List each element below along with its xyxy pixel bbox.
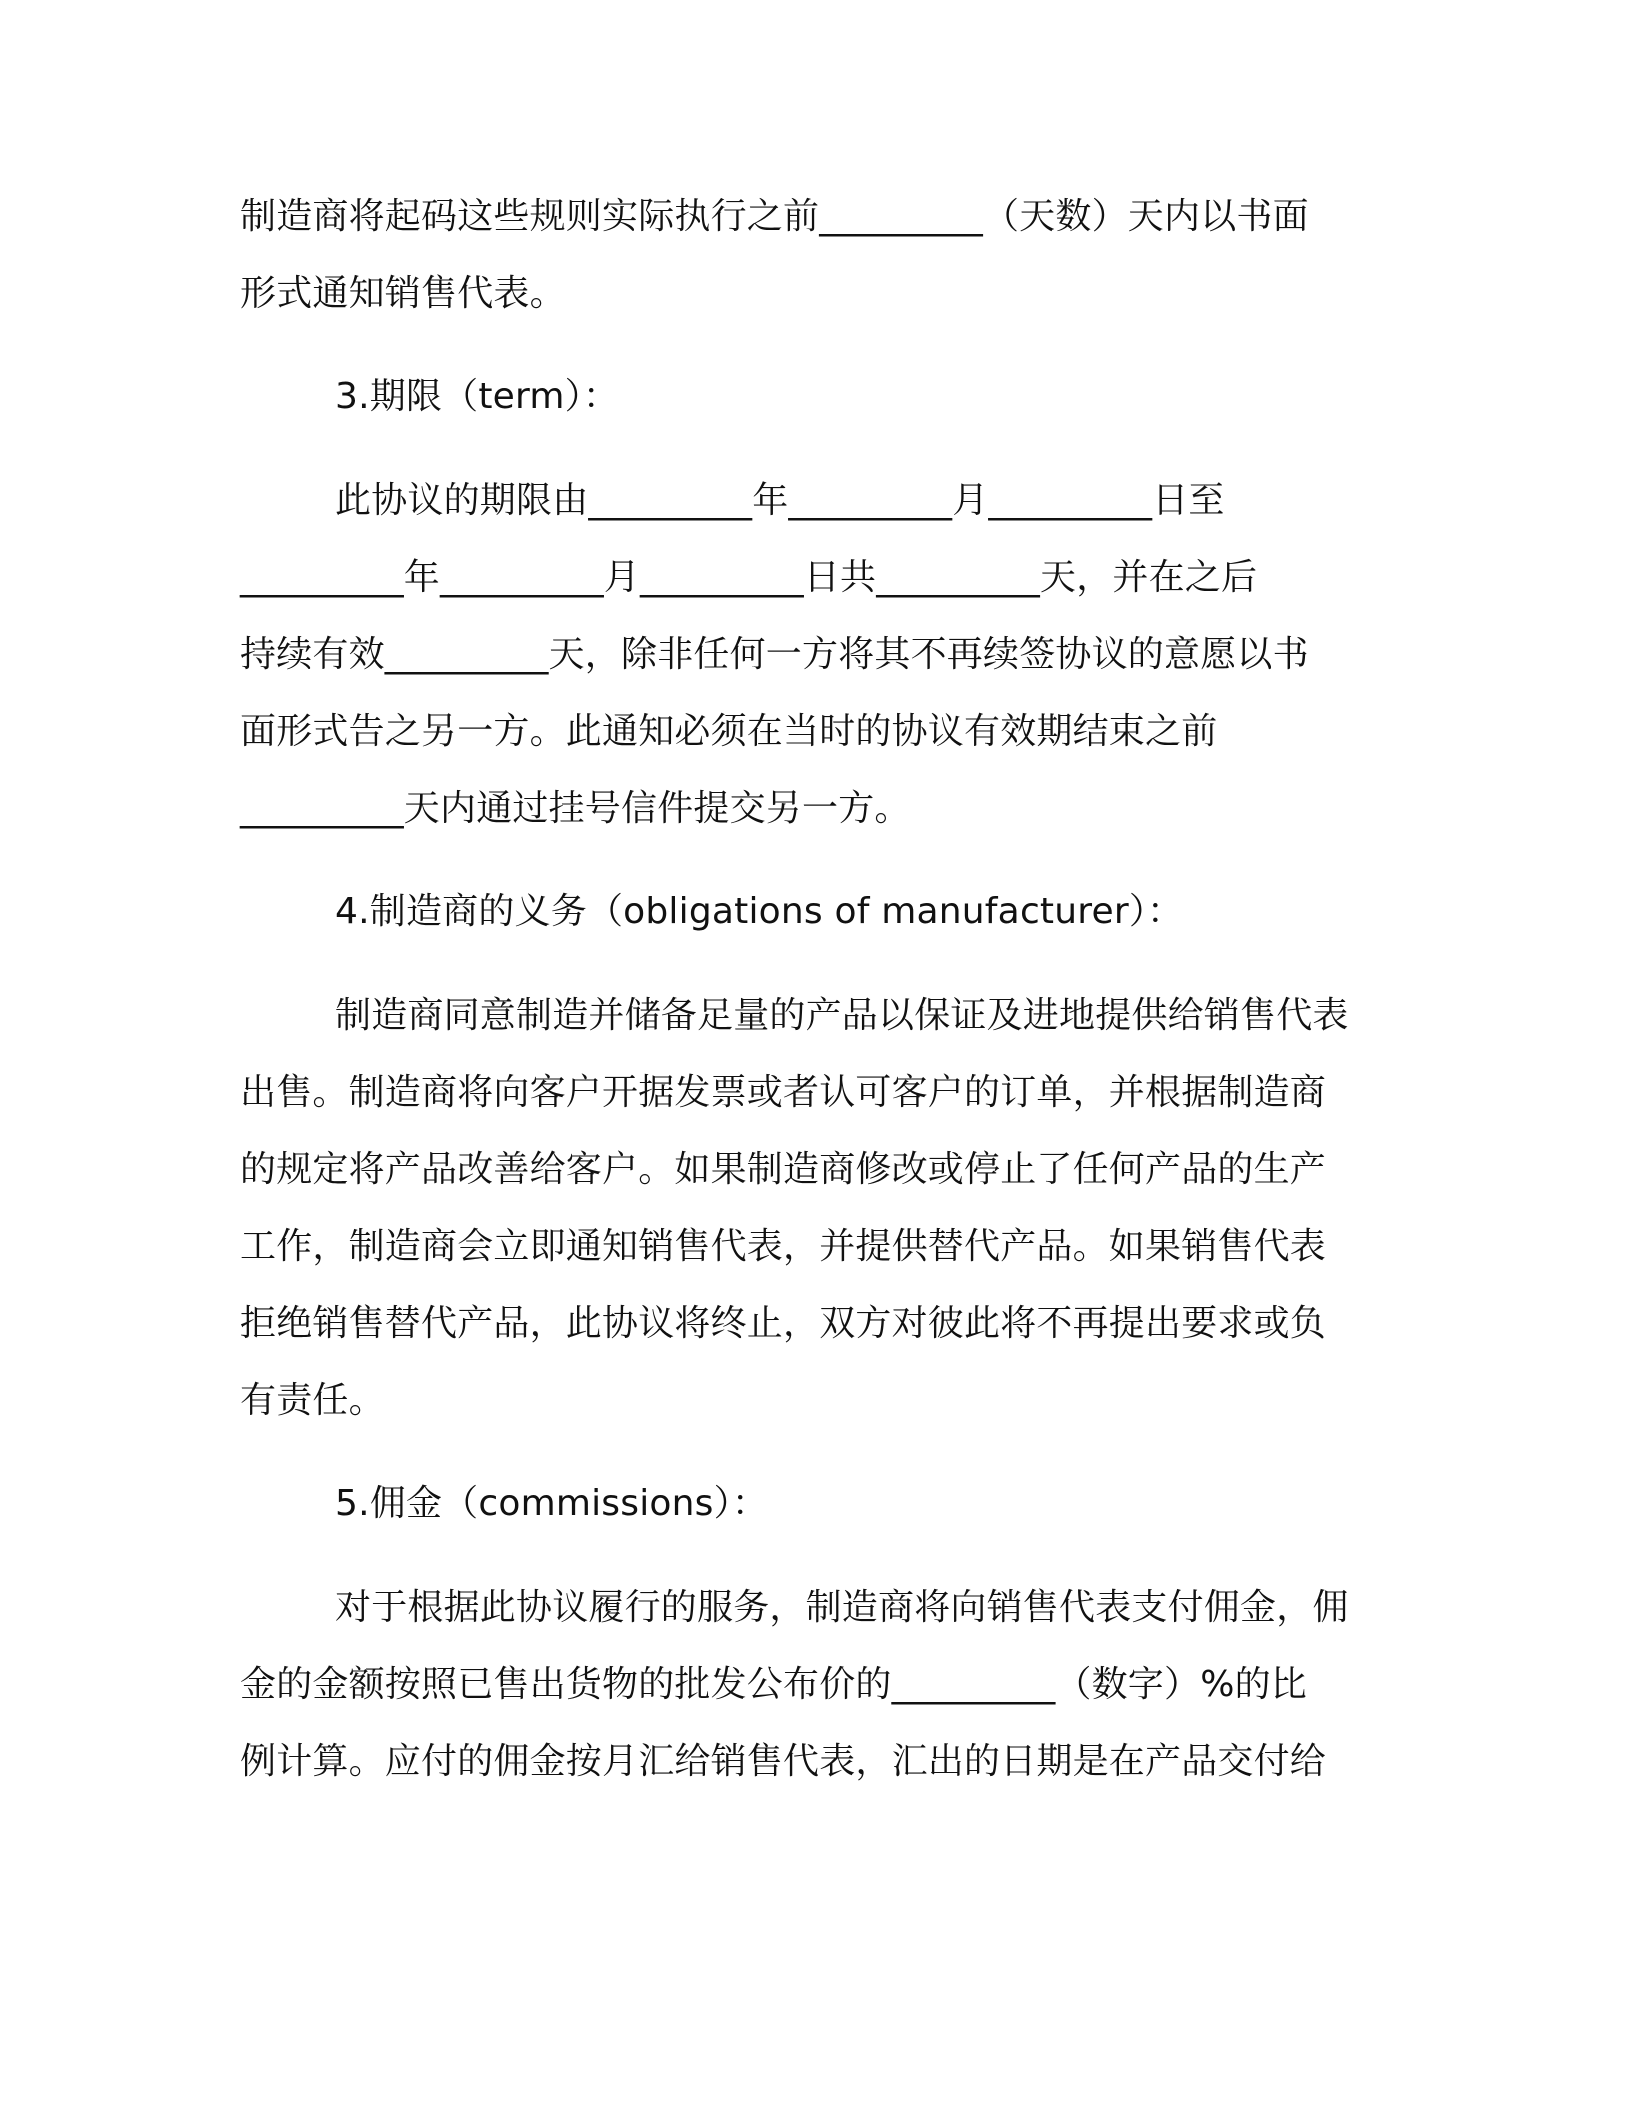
paragraph-line: 形式通知销售代表。 [240,273,566,314]
paragraph-line: 有责任。 [240,1380,385,1421]
paragraph-line: 制造商将起码这些规则实际执行之前_________（天数）天内以书面 [240,196,1309,237]
paragraph-line: 面形式告之另一方。此通知必须在当时的协议有效期结束之前 [240,711,1218,752]
section-heading-term: 3.期限（term）： [335,376,620,417]
paragraph-line: 对于根据此协议履行的服务，制造商将向销售代表支付佣金，佣 [335,1587,1349,1628]
paragraph-line: 拒绝销售替代产品，此协议将终止，双方对彼此将不再提出要求或负 [240,1303,1327,1344]
paragraph-line: 金的金额按照已售出货物的批发公布价的_________（数字）%的比 [240,1664,1308,1705]
paragraph-line: 工作，制造商会立即通知销售代表，并提供替代产品。如果销售代表 [240,1226,1327,1267]
paragraph-line: _________年_________月_________日共_________天，并在之后 [240,557,1258,598]
section-heading-obligations: 4.制造商的义务（obligations of manufacturer）： [335,891,1184,932]
paragraph-line: 例计算。应付的佣金按月汇给销售代表，汇出的日期是在产品交付给 [240,1741,1327,1782]
paragraph-line: 制造商同意制造并储备足量的产品以保证及进地提供给销售代表 [335,995,1349,1036]
paragraph-line: 的规定将产品改善给客户。如果制造商修改或停止了任何产品的生产 [240,1149,1327,1190]
paragraph-line: 出售。制造商将向客户开据发票或者认可客户的订单，并根据制造商 [240,1072,1327,1113]
paragraph-line: 此协议的期限由_________年_________月_________日至 [335,480,1225,521]
section-heading-commissions: 5.佣金（commissions）： [335,1483,769,1524]
paragraph-line: _________天内通过挂号信件提交另一方。 [240,788,911,829]
paragraph-line: 持续有效_________天，除非任何一方将其不再续签协议的意愿以书 [240,634,1309,675]
